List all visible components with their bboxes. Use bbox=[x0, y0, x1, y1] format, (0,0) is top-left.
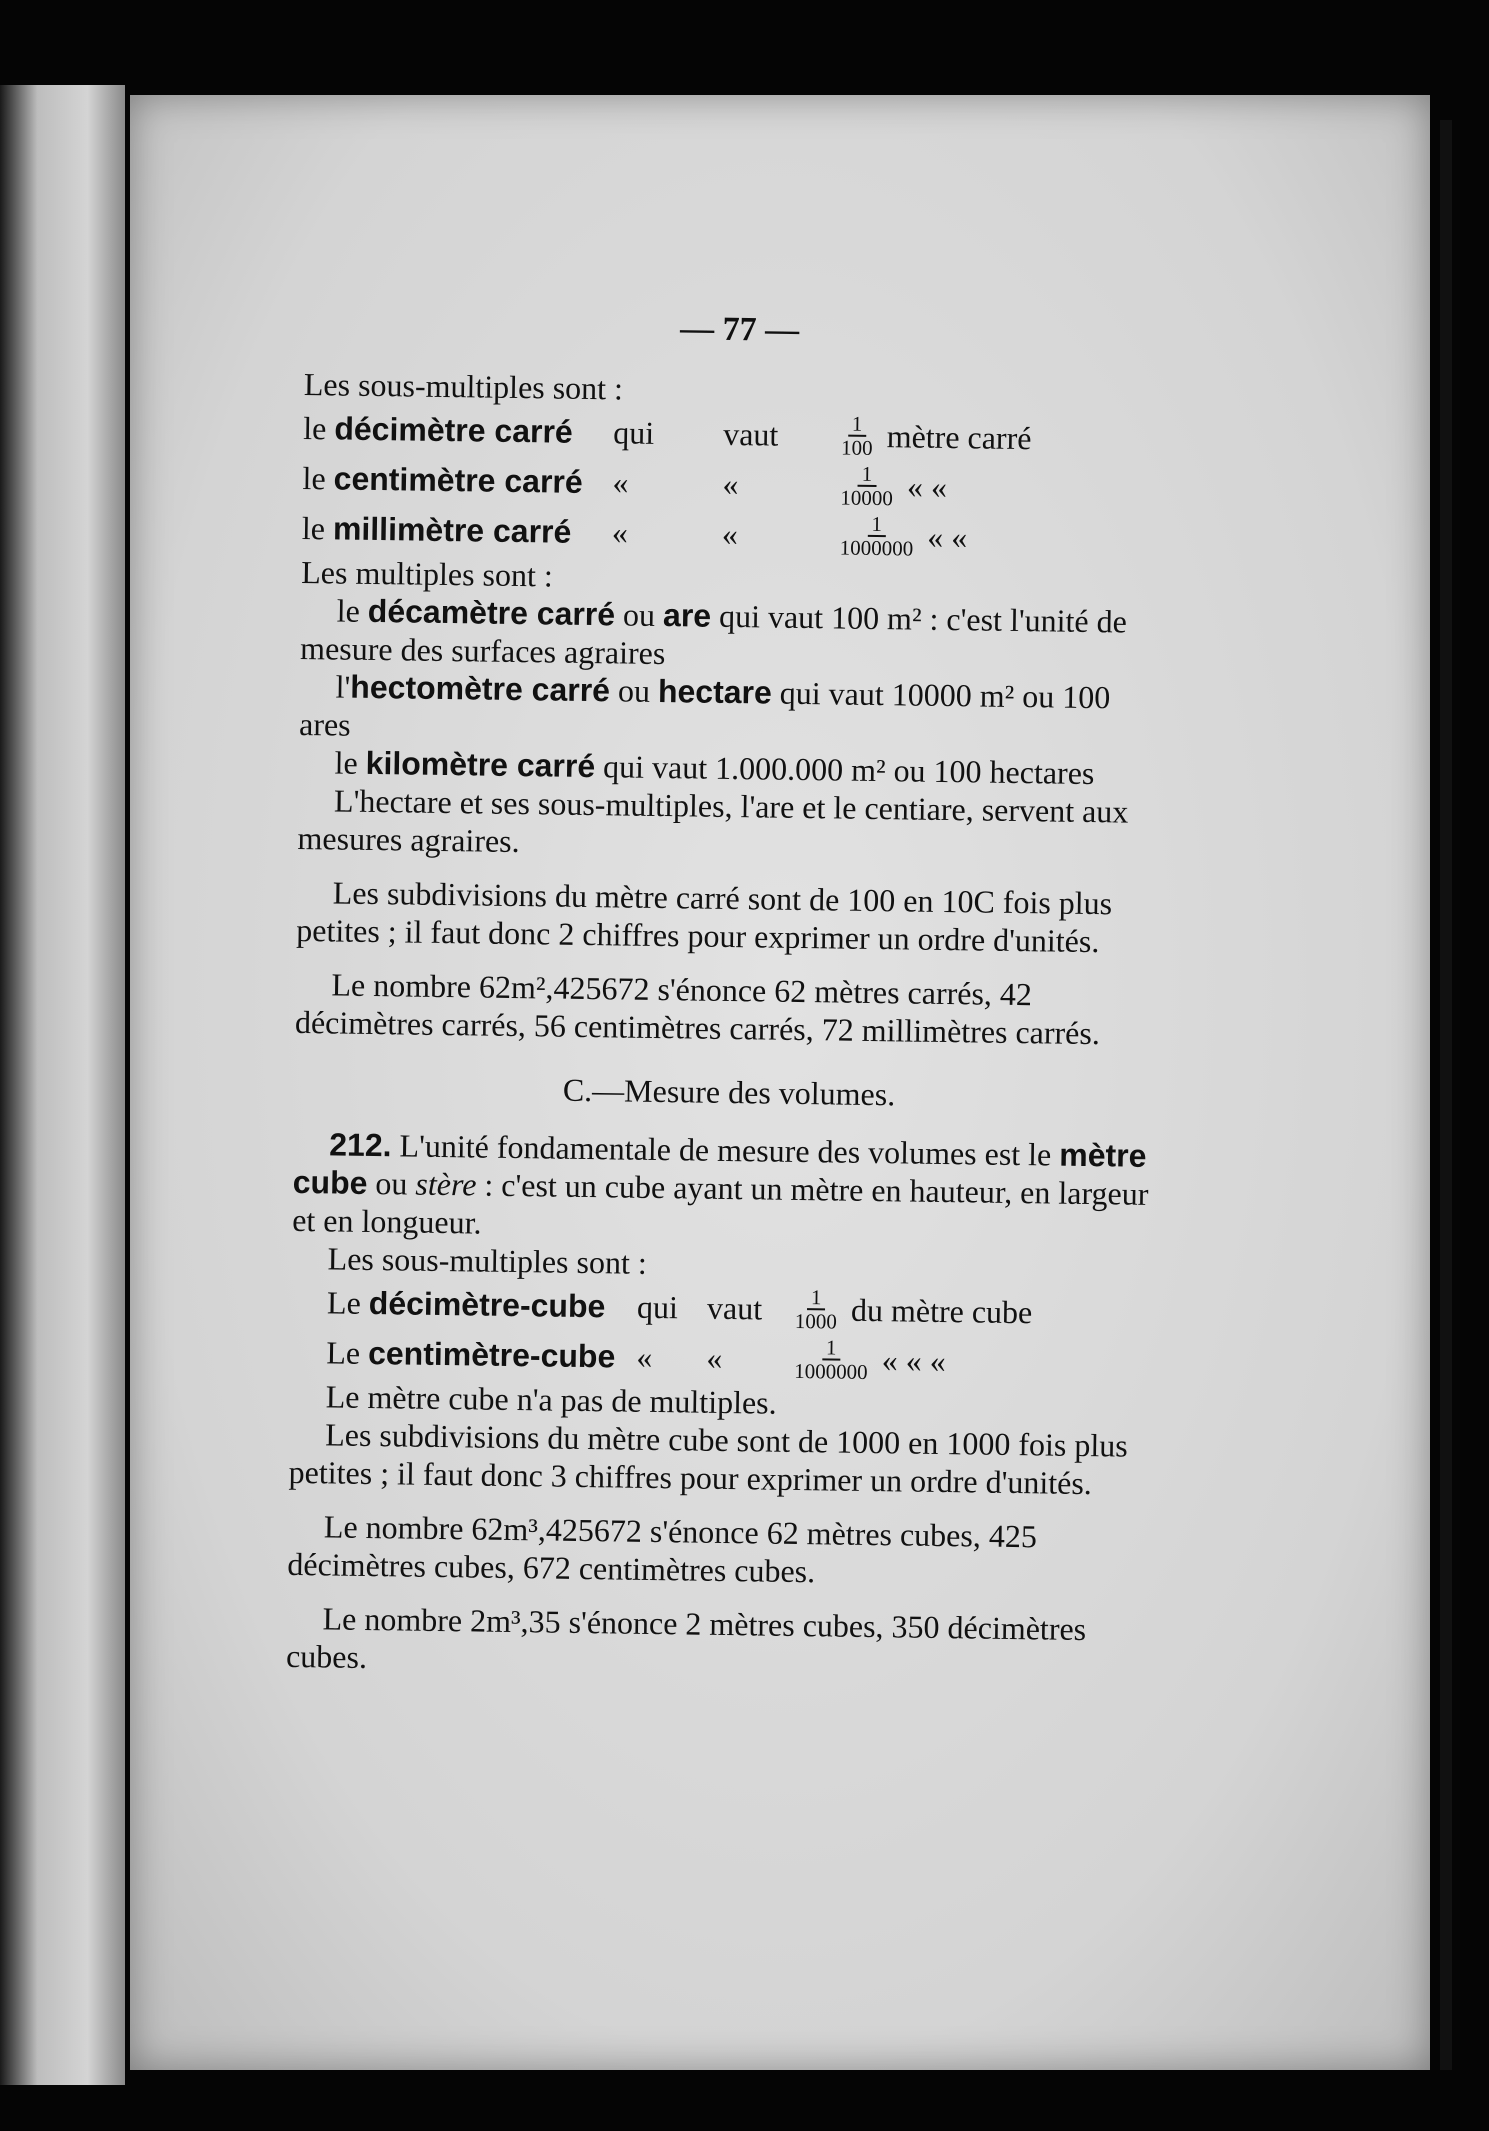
multiple-item: l'hectomètre carré ou hectare qui vaut 10000 m² ou 100 ares bbox=[298, 668, 1111, 743]
fraction: $\frac{1}{1000}$ bbox=[794, 1285, 838, 1334]
page-binding-edge bbox=[1440, 120, 1452, 2070]
surface-example-paragraph: Le nombre 62m²,425672 s'énonce 62 mètres carrés, 42 décimètres carrés, 56 centimètres carrés, 72 millimètres carrés. bbox=[294, 966, 1101, 1052]
page-text bbox=[286, 305, 1175, 1687]
paragraph-212: 212. L'unité fondamentale de mesure des volumes est le mètre cube ou stère : c'est un cube ayant un mètre en hauteur, en largeur et en longueur. bbox=[291, 1126, 1149, 1241]
fraction: $\frac{1}{1000000}$ bbox=[793, 1335, 868, 1384]
submultiple-row: le décimètre carré qui vaut $\frac{1}{100}$ mètre carré bbox=[303, 409, 1032, 460]
submultiple-row: le millimètre carré « « $\frac{1}{1000000}$ « « bbox=[301, 509, 968, 561]
volume-subdivisions-paragraph: Les subdivisions du mètre cube sont de 1000 en 1000 fois plus petites ; il faut donc 3 chiffres pour exprimer un ordre d'unités. bbox=[288, 1416, 1128, 1502]
unit-name: millimètre carré bbox=[332, 510, 572, 550]
volume-example-paragraph-2: Le nombre 2m³,35 s'énonce 2 mètres cubes, 350 décimètres cubes. bbox=[285, 1600, 1087, 1675]
facing-page-edge bbox=[0, 85, 125, 2085]
multiple-item: le kilomètre carré qui vaut 1.000.000 m² ou 100 hectares bbox=[334, 744, 1095, 792]
submultiple-row: Le centimètre-cube « « $\frac{1}{1000000}$ « « « bbox=[326, 1334, 947, 1384]
unit-name: décimètre carré bbox=[334, 410, 573, 450]
submultiple-row: le centimètre carré « « $\frac{1}{10000}$ « « bbox=[302, 459, 948, 511]
surface-submultiples-table bbox=[302, 403, 1174, 565]
multiples-intro: Les multiples sont : bbox=[301, 553, 554, 594]
no-multiples-sentence: Le mètre cube n'a pas de multiples. bbox=[325, 1378, 777, 1421]
volume-example-paragraph: Le nombre 62m³,425672 s'énonce 62 mètres cubes, 425 décimètres cubes, 672 centimètres cubes. bbox=[287, 1508, 1038, 1590]
volume-submultiples-table bbox=[290, 1277, 1161, 1389]
multiple-item: le décamètre carré ou are qui vaut 100 m² : c'est l'unité de mesure des surfaces agraires bbox=[299, 592, 1128, 672]
submultiple-row: Le décimètre-cube qui vaut $\frac{1}{1000}$ du mètre cube bbox=[326, 1284, 1033, 1334]
fraction: $\frac{1}{100}$ bbox=[840, 411, 873, 460]
paragraph-number: 212. bbox=[329, 1126, 392, 1164]
surface-subdivisions-paragraph: Les subdivisions du mètre carré sont de 100 en 10C fois plus petites ; il faut donc 2 chiffres pour exprimer un ordre d'unités. bbox=[296, 874, 1113, 960]
fraction: $\frac{1}{1000000}$ bbox=[839, 511, 914, 561]
volume-submultiples-intro: Les sous-multiples sont : bbox=[327, 1240, 648, 1281]
sub-multiples-intro: Les sous-multiples sont : bbox=[303, 365, 624, 407]
hectare-note: L'hectare et ses sous-multiples, l'are et le centiare, servent aux mesures agraires. bbox=[297, 782, 1129, 860]
page-number: — 77 — bbox=[679, 310, 800, 349]
unit-name: centimètre-cube bbox=[367, 1334, 616, 1375]
section-heading: C.—Mesure des volumes. bbox=[562, 1071, 896, 1113]
unit-name: décimètre-cube bbox=[368, 1284, 606, 1325]
fraction: $\frac{1}{10000}$ bbox=[840, 461, 894, 511]
unit-name: centimètre carré bbox=[333, 460, 583, 500]
